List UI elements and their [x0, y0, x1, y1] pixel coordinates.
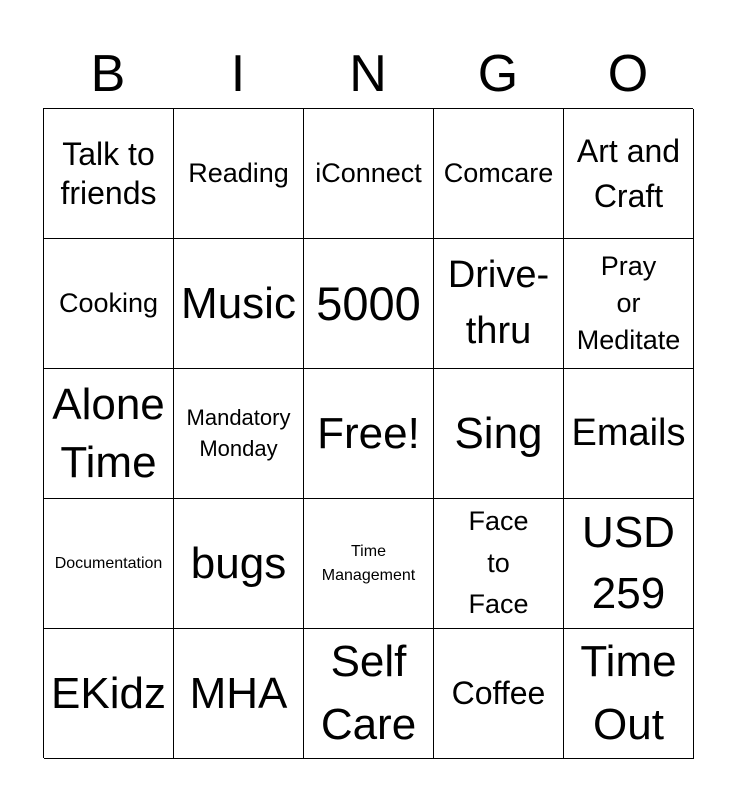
bingo-cell[interactable] — [434, 629, 564, 759]
header-letter-n: N — [349, 45, 387, 103]
cell-label: 5000 — [316, 276, 421, 330]
bingo-cell[interactable] — [304, 369, 434, 499]
cell-label: Face to Face — [468, 505, 529, 620]
cell-label: Talk to friends — [60, 136, 157, 211]
cell-label: Reading — [188, 158, 289, 189]
bingo-cell[interactable] — [564, 109, 694, 239]
bingo-cell[interactable] — [434, 109, 564, 239]
cell-label: MHA — [189, 669, 288, 718]
bingo-cell[interactable] — [564, 239, 694, 369]
bingo-cell[interactable] — [44, 629, 174, 759]
bingo-cell[interactable] — [44, 369, 174, 499]
bingo-cell[interactable] — [434, 239, 564, 369]
bingo-cell[interactable] — [44, 499, 174, 629]
bingo-cell[interactable] — [44, 239, 174, 369]
bingo-cell[interactable] — [564, 499, 694, 629]
cell-label: Cooking — [58, 288, 159, 319]
cell-label: Music — [181, 279, 296, 328]
header-letter-b: B — [90, 45, 126, 103]
cell-label: EKidz — [51, 669, 166, 718]
bingo-cell[interactable] — [174, 239, 304, 369]
cell-label: Drive- thru — [447, 254, 550, 352]
header-letter-i: I — [230, 45, 246, 103]
cell-label: Free! — [317, 409, 420, 458]
bingo-board — [43, 108, 693, 758]
bingo-cell[interactable] — [174, 629, 304, 759]
bingo-header — [43, 40, 693, 108]
bingo-cell[interactable] — [564, 369, 694, 499]
bingo-cell[interactable] — [174, 499, 304, 629]
cell-label: Alone Time — [52, 380, 165, 487]
bingo-cell[interactable] — [434, 369, 564, 499]
cell-label: Sing — [454, 409, 543, 458]
cell-label: Self Care — [320, 637, 417, 749]
cell-label: bugs — [190, 539, 287, 588]
cell-label: Time Out — [580, 637, 677, 749]
bingo-cell[interactable] — [564, 629, 694, 759]
header-letter-o: O — [607, 45, 649, 103]
bingo-cell[interactable] — [174, 369, 304, 499]
cell-label: USD 259 — [582, 507, 675, 618]
cell-label: Documentation — [54, 554, 163, 572]
bingo-cell[interactable] — [304, 499, 434, 629]
bingo-cell[interactable] — [174, 109, 304, 239]
bingo-cell[interactable] — [304, 629, 434, 759]
cell-label: Art and Craft — [576, 132, 681, 214]
cell-label: Mandatory Monday — [186, 404, 291, 461]
cell-label: iConnect — [315, 158, 422, 189]
cell-label: Emails — [571, 411, 686, 454]
header-letter-g: G — [477, 45, 519, 103]
bingo-cell[interactable] — [304, 239, 434, 369]
bingo-cell[interactable] — [304, 109, 434, 239]
cell-label: Time Management — [321, 543, 416, 584]
bingo-cell[interactable] — [44, 109, 174, 239]
bingo-cell[interactable] — [434, 499, 564, 629]
cell-label: Comcare — [443, 158, 554, 189]
cell-label: Coffee — [451, 675, 546, 712]
cell-label: Pray or Meditate — [576, 250, 681, 356]
